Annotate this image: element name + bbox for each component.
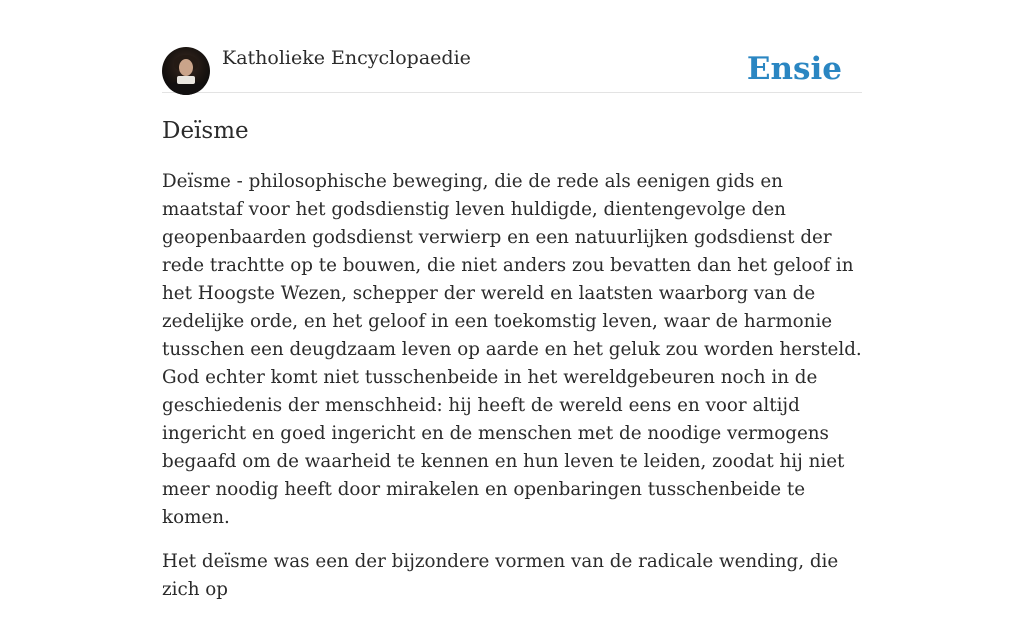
article-body [162, 168, 862, 620]
portrait-avatar-icon[interactable] [162, 47, 210, 95]
article-paragraph: Het deïsme was een der bijzondere vormen van de radicale wending, die zich op [162, 551, 839, 600]
site-name[interactable]: Katholieke Encyclopaedie [222, 47, 471, 69]
site-header [162, 44, 862, 93]
article-page [162, 0, 862, 600]
ensie-logo-link[interactable]: Ensie [746, 51, 842, 87]
page-title: Deïsme [162, 118, 249, 144]
article-paragraph: Deïsme - philosophische beweging, die de rede als eenigen gids en maatstaf voor het godsdienstig leven huldigde, dientengevolge den geopenbaarden godsdienst verwierp en een natuurlijken godsdienst der rede trachtte op te bouwen, die niet anders zou bevatten dan het geloof in het Hoogste Wezen, schepper der wereld en laatsten waarborg van de zedelijke orde, en het geloof in een toekomstig leven, waar de harmonie tusschen een deugdzaam leven op aarde en het geluk zou worden hersteld. God echter komt niet tusschenbeide in het wereldgebeuren noch in de geschiedenis der menschheid: hij heeft de wereld eens en voor altijd ingericht en goed ingericht en de menschen met de noodige vermogens begaafd om de waarheid te kennen en hun leven te leiden, zoodat hij niet meer noodig heeft door mirakelen en openbaringen tusschenbeide te komen. [162, 171, 862, 528]
